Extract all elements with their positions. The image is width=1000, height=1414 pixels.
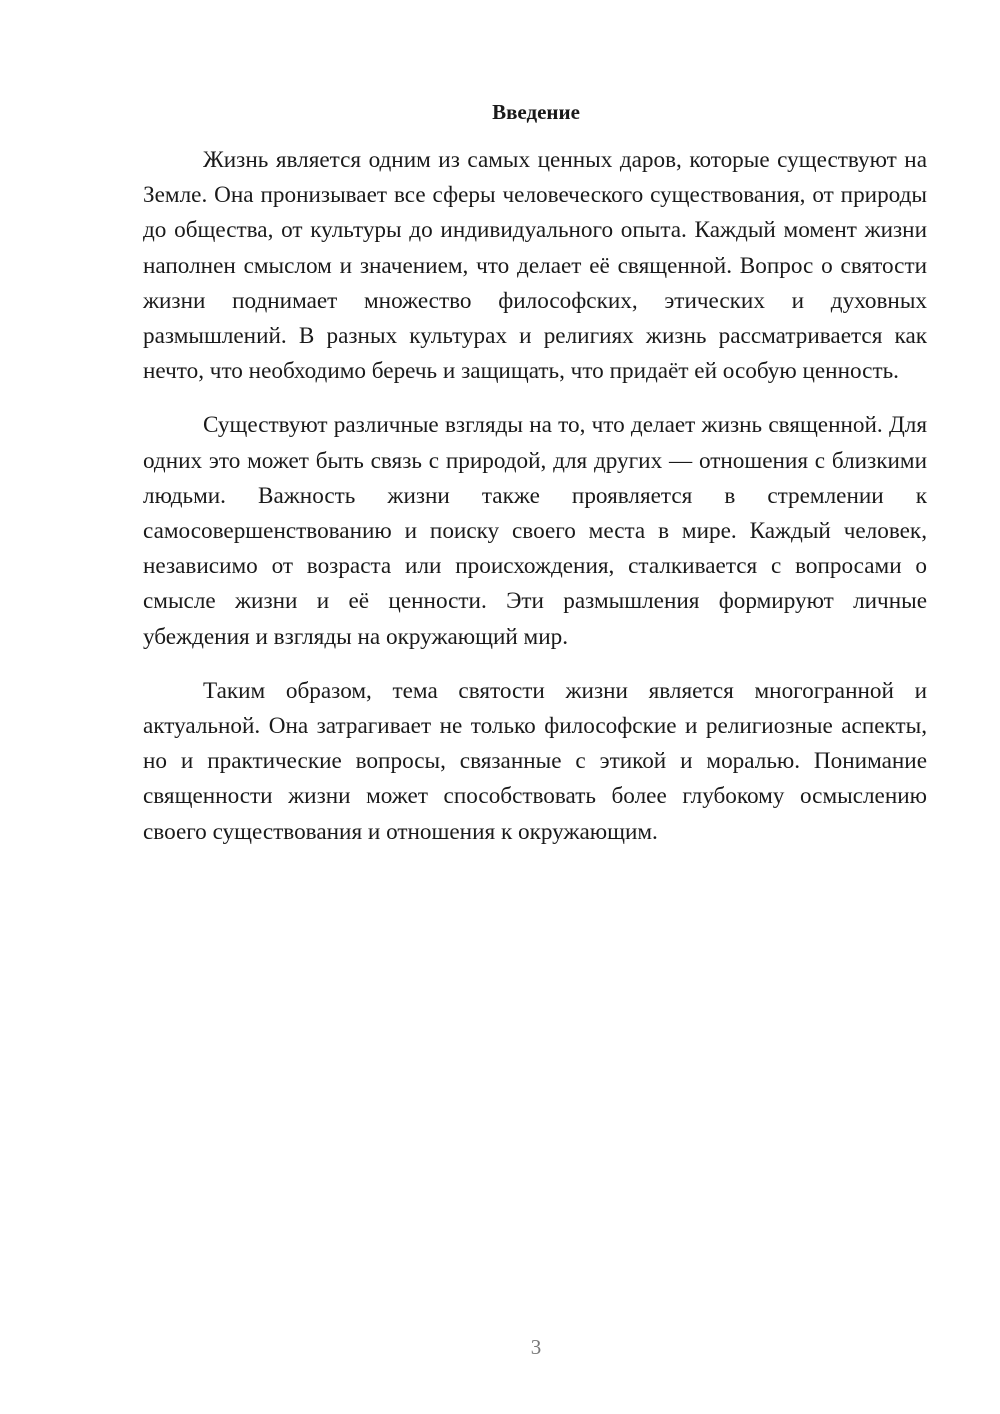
page-number: 3 <box>530 1335 542 1359</box>
section-heading: Введение <box>492 100 580 124</box>
paragraph-3: Таким образом, тема святости жизни является многогранной и актуальной. Она затрагивает не только философские и религиозные аспекты, но и практические вопросы, связанные с этикой и моралью. Понимание священности жизни может способствовать более глубокому осмыслению своего существования и отношения к окружающим. <box>143 677 927 845</box>
paragraph-1: Жизнь является одним из самых ценных даров, которые существуют на Земле. Она пронизывает все сферы человеческого существования, от природы до общества, от культуры до индивидуального опыта. Каждый момент жизни наполнен смыслом и значением, что делает её священной. Вопрос о святости жизни поднимает множество философских, этических и духовных размышлений. В разных культурах и религиях жизнь рассматривается как нечто, что необходимо беречь и защищать, что придаёт ей особую ценность. <box>143 147 927 385</box>
body-text <box>143 143 927 850</box>
paragraph-2: Существуют различные взгляды на то, что делает жизнь священной. Для одних это может быть связь с природой, для других — отношения с близкими людьми. Важность жизни также проявляется в стремлении к самосовершенствованию и поиску своего места в мире. Каждый человек, независимо от возраста или происхождения, сталкивается с вопросами о смысле жизни и её ценности. Эти размышления формируют личные убеждения и взгляды на окружающий мир. <box>143 412 927 650</box>
